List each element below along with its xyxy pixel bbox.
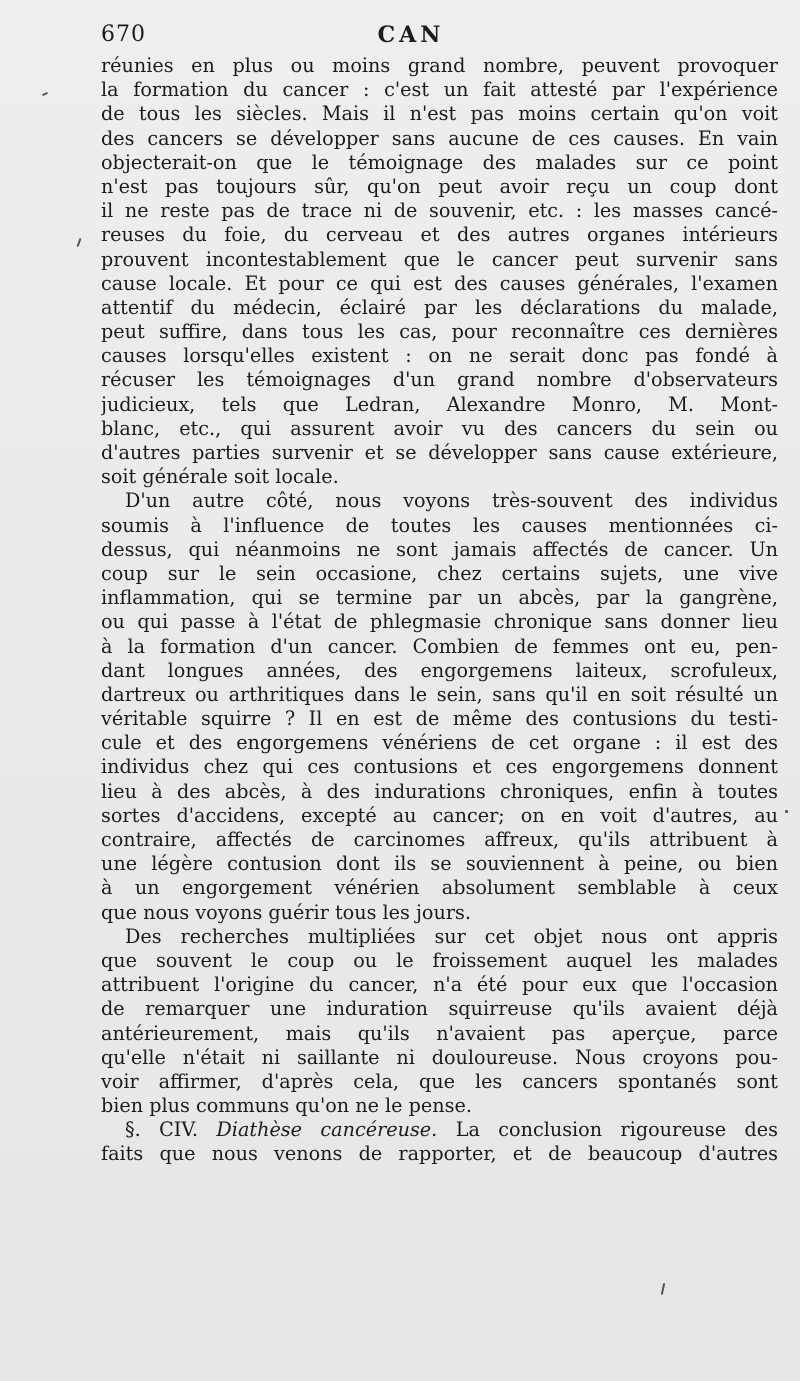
section-heading-line [101, 1118, 778, 1142]
text-line: dartreux ou arthritiques dans le sein, sans qu'il en soit résulté un [101, 682, 778, 706]
text-line: attentif du médecin, éclairé par les déclarations du malade, [101, 295, 778, 319]
text-line: antérieurement, mais qu'ils n'avaient pas aperçue, parce [101, 1021, 778, 1045]
text-line: des cancers se développer sans aucune de ces causes. En vain [101, 126, 778, 150]
paragraph-first-line: Des recherches multipliées sur cet objet nous ont appris [125, 924, 778, 948]
text-line: judicieux, tels que Ledran, Alexandre Monro, M. Mont- [101, 392, 778, 416]
text-line: reuses du foie, du cerveau et des autres organes intérieurs [101, 223, 778, 247]
text-line: inflammation, qui se termine par un abcès, par la gangrène, [101, 586, 778, 610]
paragraph-end-line: que nous voyons guérir tous les jours. [101, 900, 471, 924]
text-line: soumis à l'influence de toutes les causes mentionnées ci- [101, 513, 778, 537]
page-header [101, 22, 778, 52]
page-number: 670 [101, 22, 146, 47]
text-line: il ne reste pas de trace ni de souvenir, etc. : les masses cancé- [101, 199, 778, 223]
text-line: causes lorsqu'elles existent : on ne serait donc pas fondé à [101, 344, 778, 368]
text-line: réunies en plus ou moins grand nombre, peuvent provoquer [101, 54, 778, 77]
text-line: cause locale. Et pour ce qui est des causes générales, l'examen [101, 271, 778, 295]
text-line: ou qui passe à l'état de phlegmasie chronique sans donner lieu [101, 610, 778, 634]
text-line: faits que nous venons de rapporter, et de beaucoup d'autres [101, 1142, 778, 1166]
scan-speck [42, 92, 48, 96]
text-line: prouvent incontestablement que le cancer peut survenir sans [101, 247, 778, 271]
text-line: que souvent le coup ou le froissement auquel les malades [101, 948, 778, 972]
body-text [101, 54, 778, 1167]
text-line: contraire, affectés de carcinomes affreux, qu'ils attribuent à [101, 828, 778, 851]
text-line: lieu à des abcès, à des indurations chroniques, enfin à toutes [101, 779, 778, 803]
text-line: objecterait-on que le témoignage des malades sur ce point [101, 150, 778, 174]
text-line: cule et des engorgemens vénériens de cet organe : il est des [101, 731, 778, 755]
text-line: à un engorgement vénérien absolument semblable à ceux [101, 876, 778, 900]
running-head: CAN [377, 22, 445, 48]
text-line: de remarquer une induration squirreuse qu'ils avaient déjà [101, 997, 778, 1021]
text-line: individus chez qui ces contusions et ces engorgemens donnent [101, 755, 778, 779]
text-line: d'autres parties survenir et se développer sans cause extérieure, [101, 441, 778, 464]
text-line: coup sur le sein occasione, chez certains sujets, une vive [101, 561, 778, 585]
text-line: qu'elle n'était ni saillante ni douloureuse. Nous croyons pou- [101, 1045, 778, 1069]
text-line: la formation du cancer : c'est un fait attesté par l'expérience [101, 78, 778, 102]
text-line: à la formation d'un cancer. Combien de femmes ont eu, pen- [101, 634, 778, 658]
text-line: véritable squirre ? Il en est de même des contusions du testi- [101, 707, 778, 731]
scan-speck [785, 810, 788, 813]
paragraph-end-line: bien plus communs qu'on ne le pense. [101, 1094, 472, 1118]
section-title: Diathèse cancéreuse. [216, 1118, 438, 1142]
text-line: une légère contusion dont ils se souviennent à peine, ou bien [101, 852, 778, 876]
paragraph-first-line: D'un autre côté, nous voyons très-souvent des individus [125, 489, 778, 513]
text-line: sortes d'accidens, excepté au cancer; on en voit d'autres, au [101, 803, 778, 827]
scan-speck [77, 238, 82, 247]
text-line: n'est pas toujours sûr, qu'on peut avoir reçu un coup dont [101, 174, 778, 198]
text-line: récuser les témoignages d'un grand nombre d'observateurs [101, 368, 778, 392]
text-line: dessus, qui néanmoins ne sont jamais affectés de cancer. Un [101, 537, 778, 561]
text-line: attribuent l'origine du cancer, n'a été pour eux que l'occasion [101, 973, 778, 997]
text-line: peut suffire, dans tous les cas, pour reconnaître ces dernières [101, 320, 778, 344]
text-line: de tous les siècles. Mais il n'est pas moins certain qu'on voit [101, 102, 778, 126]
text-line: blanc, etc., qui assurent avoir vu des cancers du sein ou [101, 416, 778, 440]
text-line: dant longues années, des engorgemens laiteux, scrofuleux, [101, 658, 778, 682]
paragraph-end-line: soit générale soit locale. [101, 465, 339, 489]
text-line: voir affirmer, d'après cela, que les cancers spontanés sont [101, 1069, 778, 1093]
section-mark: §. CIV. [125, 1118, 198, 1142]
section-text: La conclusion rigoureuse des [455, 1118, 778, 1142]
scan-speck [661, 1283, 665, 1295]
